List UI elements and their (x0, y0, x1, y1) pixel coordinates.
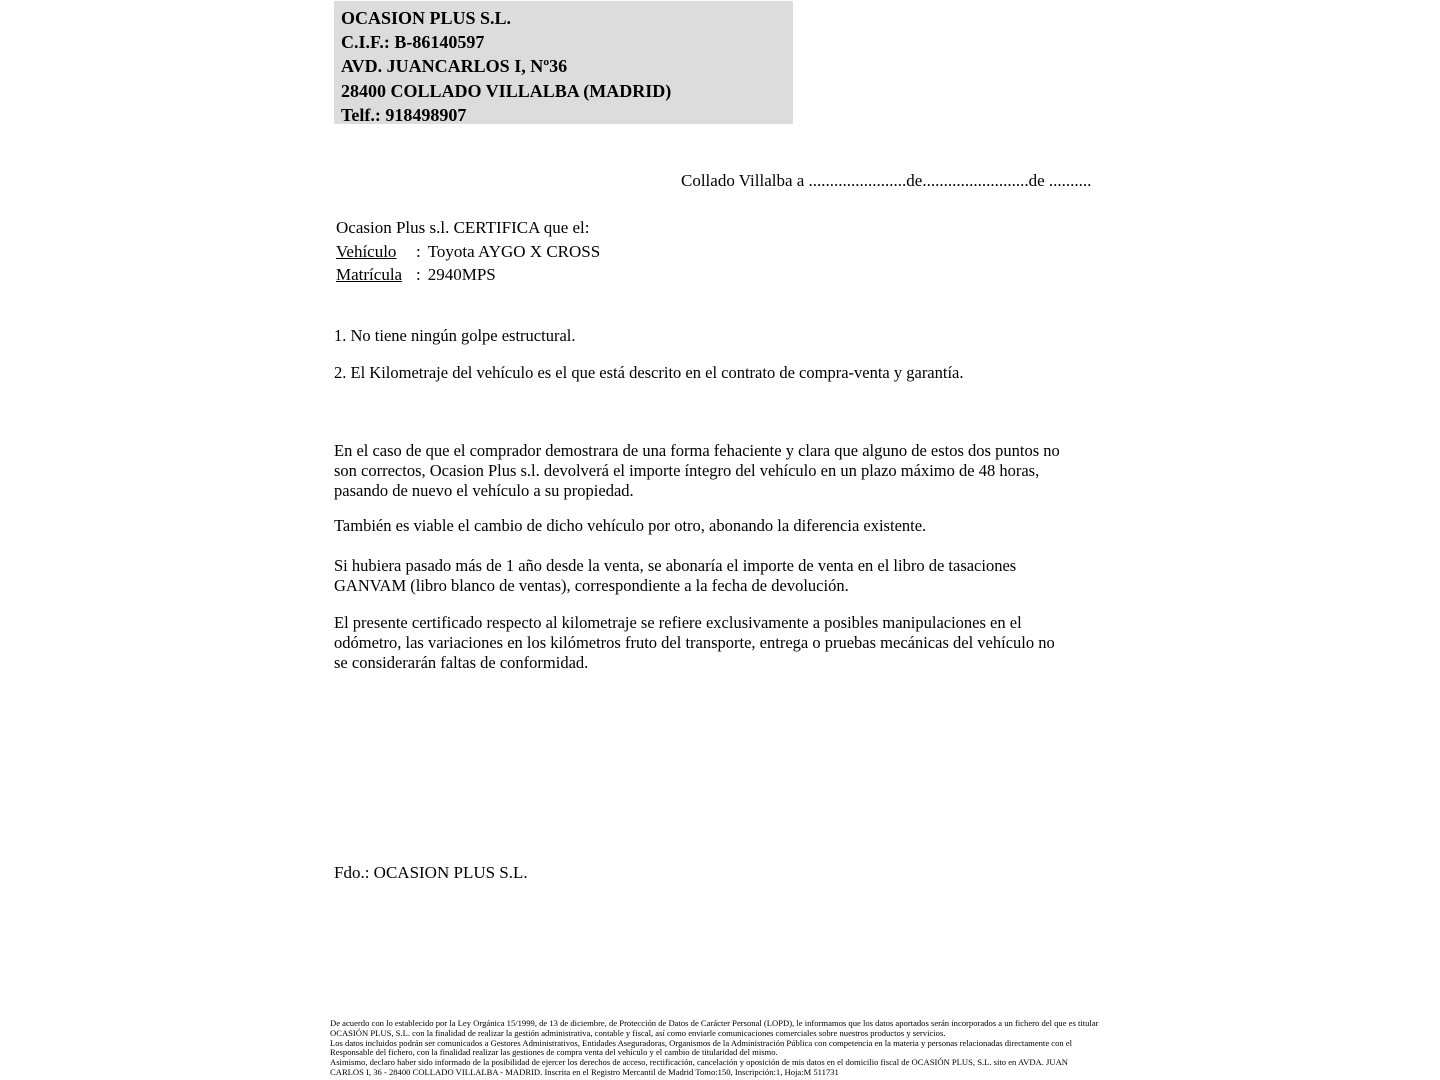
exchange-clause-paragraph (334, 516, 926, 536)
odometer-clause-paragraph (334, 613, 1055, 673)
plate-value: 2940MPS (427, 265, 496, 284)
paragraph-line: se considerarán faltas de conformidad. (334, 653, 589, 672)
refund-clause-paragraph (334, 441, 1060, 501)
company-phone: Telf.: 918498907 (341, 104, 467, 125)
legal-footer-line: OCASIÓN PLUS, S.L. con la finalidad de realizar la gestión administrativa, contable y fiscal, así como enviarle comunicaciones comerciales sobre nuestros productos y servicios. (330, 1027, 946, 1038)
company-city: 28400 COLLADO VILLALBA (MADRID) (341, 80, 672, 101)
date-fill-in-line: Collado Villalba a .......................de.........................de .......... (681, 171, 1092, 190)
paragraph-line: El presente certificado respecto al kilometraje se refiere exclusivamente a posibles manipulaciones en el (334, 613, 1022, 632)
lopd-legal-footer (330, 1019, 1099, 1078)
legal-footer-line: De acuerdo con lo establecido por la Ley Orgánica 15/1999, de 13 de diciembre, de Protección de Datos de Carácter Personal (LOPD), le informamos que los datos aportados serán incorporados a un fichero del que es titular (330, 1018, 1099, 1028)
company-address: AVD. JUANCARLOS I, Nº36 (341, 56, 568, 77)
legal-footer-line: Responsable del fichero, con la finalidad realizar las gestiones de compra venta del vehículo y el cambio de titularidad del mismo. (330, 1047, 778, 1058)
plate-label-wrap (336, 263, 416, 287)
certified-point-1: 1. No tiene ningún golpe estructural. (334, 326, 576, 345)
paragraph-line: En el caso de que el comprador demostrara de una forma fehaciente y clara que alguno de estos dos puntos no (334, 441, 1060, 460)
signature-line: Fdo.: OCASION PLUS S.L. (334, 863, 528, 882)
vehicle-value: Toyota AYGO X CROSS (427, 241, 601, 261)
paragraph-line: pasando de nuevo el vehículo a su propiedad. (334, 481, 634, 500)
certification-block (336, 216, 600, 287)
vehicle-separator: : (416, 241, 421, 261)
company-name: OCASION PLUS S.L. (341, 8, 512, 28)
certification-intro: Ocasion Plus s.l. CERTIFICA que el: (336, 218, 590, 237)
paragraph-line: GANVAM (libro blanco de ventas), correspondiente a la fecha de devolución. (334, 576, 849, 595)
legal-footer-line: Asimismo, declaro haber sido informado de la posibilidad de ejercer los derechos de acceso, rectificación, cancelación y oposición de mis datos en el domicilio fiscal de OCASIÓN PLUS, S.L. sito en AVDA. JUAN (330, 1057, 1069, 1068)
vehicle-label: Vehículo (336, 241, 397, 261)
paragraph-line: odómetro, las variaciones en los kilómetros fruto del transporte, entrega o pruebas mecánicas del vehículo no (334, 633, 1055, 652)
company-cif: C.I.F.: B-86140597 (341, 32, 485, 53)
paragraph-line: Si hubiera pasado más de 1 año desde la venta, se abonaría el importe de venta en el libro de tasaciones (334, 556, 1017, 575)
plate-label: Matrícula (336, 265, 403, 284)
paragraph-line: También es viable el cambio de dicho vehículo por otro, abonando la diferencia existente. (334, 516, 927, 535)
legal-footer-line: CARLOS I, 36 - 28400 COLLADO VILLALBA - MADRID. Inscrita en el Registro Mercantil de Madrid Tomo:150, Inscripción:1, Hoja:M 511731 (330, 1066, 839, 1077)
certified-point-2: 2. El Kilometraje del vehículo es el que está descrito en el contrato de compra-venta y garantía. (334, 363, 964, 382)
plate-separator: : (416, 265, 421, 284)
vehicle-label-wrap (336, 240, 416, 264)
vehicle-field-row (336, 240, 600, 264)
company-header-block (334, 1, 793, 124)
ganvam-clause-paragraph (334, 556, 1016, 596)
paragraph-line: son correctos, Ocasion Plus s.l. devolverá el importe íntegro del vehículo en un plazo máximo de 48 horas, (334, 461, 1040, 480)
plate-field-row (336, 263, 600, 287)
legal-footer-line: Los datos incluidos podrán ser comunicados a Gestores Administrativos, Entidades Aseguradoras, Organismos de la Administración Pública con competencia en la materia y personas relacionadas directamente con el (330, 1037, 1073, 1048)
